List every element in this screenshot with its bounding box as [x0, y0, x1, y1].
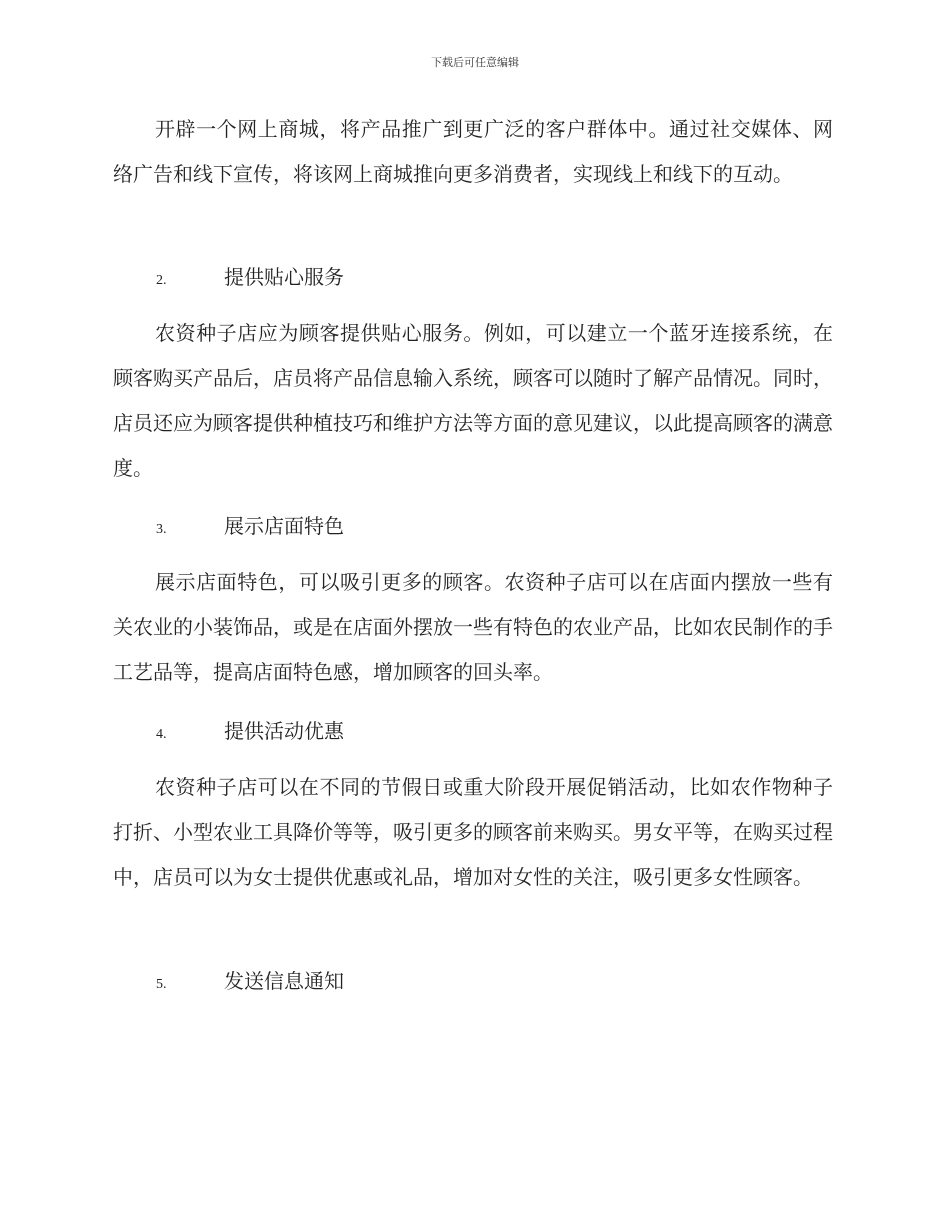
section-heading-3 — [156, 511, 344, 545]
paragraph-service: 农资种子店应为顾客提供贴心服务。例如，可以建立一个蓝牙连接系统，在顾客购买产品后，店员将产品信息输入系统，顾客可以随时了解产品情况。同时，店员还应为顾客提供种植技巧和维护方法等方面的意见建议，以此提高顾客的满意度。 — [113, 321, 833, 480]
section-heading-5 — [156, 966, 344, 1000]
section-title: 展示店面特色 — [224, 514, 344, 538]
section-heading-4 — [156, 716, 344, 750]
paragraph-promotions: 农资种子店可以在不同的节假日或重大阶段开展促销活动，比如农作物种子打折、小型农业工具降价等等，吸引更多的顾客前来购买。男女平等，在购买过程中，店员可以为女士提供优惠或礼品，增加对女性的关注，吸引更多女性顾客。 — [113, 775, 833, 889]
section-number: 5. — [156, 977, 167, 992]
section-title: 提供贴心服务 — [224, 265, 344, 289]
section-number: 3. — [156, 522, 167, 537]
section-heading-2 — [156, 262, 344, 296]
section-title: 提供活动优惠 — [224, 719, 344, 743]
paragraph-store-features: 展示店面特色，可以吸引更多的顾客。农资种子店可以在店面内摆放一些有关农业的小装饰品，或是在店面外摆放一些有特色的农业产品，比如农民制作的手工艺品等，提高店面特色感，增加顾客的回头率。 — [113, 570, 833, 684]
page-header: 下载后可任意编辑 — [431, 56, 519, 69]
section-title: 发送信息通知 — [224, 969, 344, 993]
section-number: 2. — [156, 273, 167, 288]
section-number: 4. — [156, 727, 167, 742]
paragraph-online-mall: 开辟一个网上商城，将产品推广到更广泛的客户群体中。通过社交媒体、网络广告和线下宣传，将该网上商城推向更多消费者，实现线上和线下的互动。 — [113, 117, 833, 186]
